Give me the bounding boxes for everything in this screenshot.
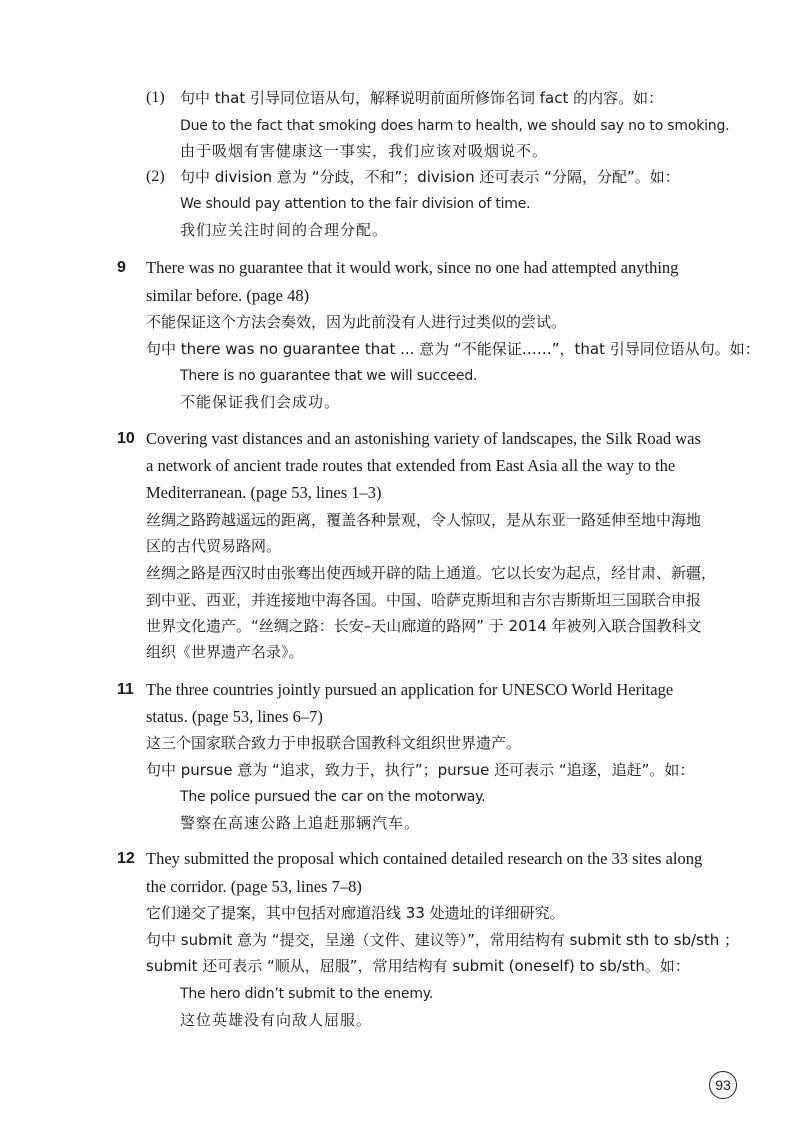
item-sentence: The three countries jointly pursued an application for UNESCO World Heritage — [146, 680, 674, 699]
item-translation: 它们递交了提案，其中包括对廊道沿线 33 处遗址的详细研究。 — [146, 904, 565, 922]
item-translation: 这三个国家联合致力于申报联合国教科文组织世界遗产。 — [146, 734, 522, 752]
item-sentence: Mediterranean. (page 53, lines 1–3) — [146, 483, 382, 502]
item-number: 10 — [117, 430, 135, 447]
item-number: 12 — [117, 850, 135, 867]
item-sentence: They submitted the proposal which contained detailed research on the 33 sites along — [146, 849, 703, 868]
example-english: We should pay attention to the fair division of time. — [180, 196, 531, 212]
item-number: 9 — [117, 259, 126, 276]
sub-note-text: 句中 that 引导同位语从句，解释说明前面所修饰名词 fact 的内容。如： — [180, 89, 664, 107]
example-english: There is no guarantee that we will succeed. — [180, 368, 478, 384]
example-english: The hero didn’t submit to the enemy. — [180, 986, 434, 1002]
example-chinese: 警察在高速公路上追赶那辆汽车。 — [180, 814, 421, 832]
item-sentence: There was no guarantee that it would work, since no one had attempted anything — [146, 258, 679, 277]
page-number: 93 — [709, 1071, 737, 1099]
item-translation: 区的古代贸易路网。 — [146, 537, 282, 555]
item-sentence: the corridor. (page 53, lines 7–8) — [146, 877, 362, 896]
item-number: 11 — [117, 681, 134, 698]
sub-note-number: (1) — [146, 89, 165, 106]
item-note: 世界文化遗产。“丝绸之路：长安–天山廊道的路网” 于 2014 年被列入联合国教科文 — [146, 617, 702, 635]
item-note: 到中亚、西亚，并连接地中海各国。中国、哈萨克斯坦和吉尔吉斯斯坦三国联合申报 — [146, 591, 702, 609]
item-translation: 不能保证这个方法会奏效，因为此前没有人进行过类似的尝试。 — [146, 313, 567, 331]
item-note: 句中 there was no guarantee that ... 意为 “不能保证……”，that 引导同位语从句。如： — [146, 340, 760, 358]
item-note: 丝绸之路是西汉时由张骞出使西域开辟的陆上通道。它以长安为起点，经甘肃、新疆， — [146, 564, 717, 582]
item-sentence: Covering vast distances and an astonishing variety of landscapes, the Silk Road was — [146, 429, 701, 448]
example-english: Due to the fact that smoking does harm to health, we should say no to smoking. — [180, 118, 730, 134]
item-note: 句中 pursue 意为 “追求，致力于，执行”；pursue 还可表示 “追逐，追赶”。如： — [146, 761, 695, 779]
item-note: 组织《世界遗产名录》。 — [146, 643, 304, 661]
item-note: submit 还可表示 “顺从，屈服”，常用结构有 submit (oneself) to sb/sth。如： — [146, 957, 690, 975]
item-sentence: similar before. (page 48) — [146, 286, 310, 305]
sub-note-number: (2) — [146, 168, 165, 185]
item-note: 句中 submit 意为 “提交，呈递（文件、建议等）”，常用结构有 submit sth to sb/sth ； — [146, 931, 740, 949]
item-translation: 丝绸之路跨越遥远的距离，覆盖各种景观，令人惊叹，是从东亚一路延伸至地中海地 — [146, 511, 702, 529]
example-chinese: 我们应关注时间的合理分配。 — [180, 221, 389, 239]
example-chinese: 这位英雄没有向敌人屈服。 — [180, 1011, 373, 1029]
item-sentence: a network of ancient trade routes that extended from East Asia all the way to the — [146, 456, 676, 475]
sub-note-text: 句中 division 意为 “分歧，不和”；division 还可表示 “分隔，分配”。如： — [180, 168, 680, 186]
example-english: The police pursued the car on the motorway. — [180, 789, 486, 805]
example-chinese: 由于吸烟有害健康这一事实，我们应该对吸烟说不。 — [180, 142, 549, 160]
item-sentence: status. (page 53, lines 6–7) — [146, 707, 323, 726]
example-chinese: 不能保证我们会成功。 — [180, 393, 341, 411]
